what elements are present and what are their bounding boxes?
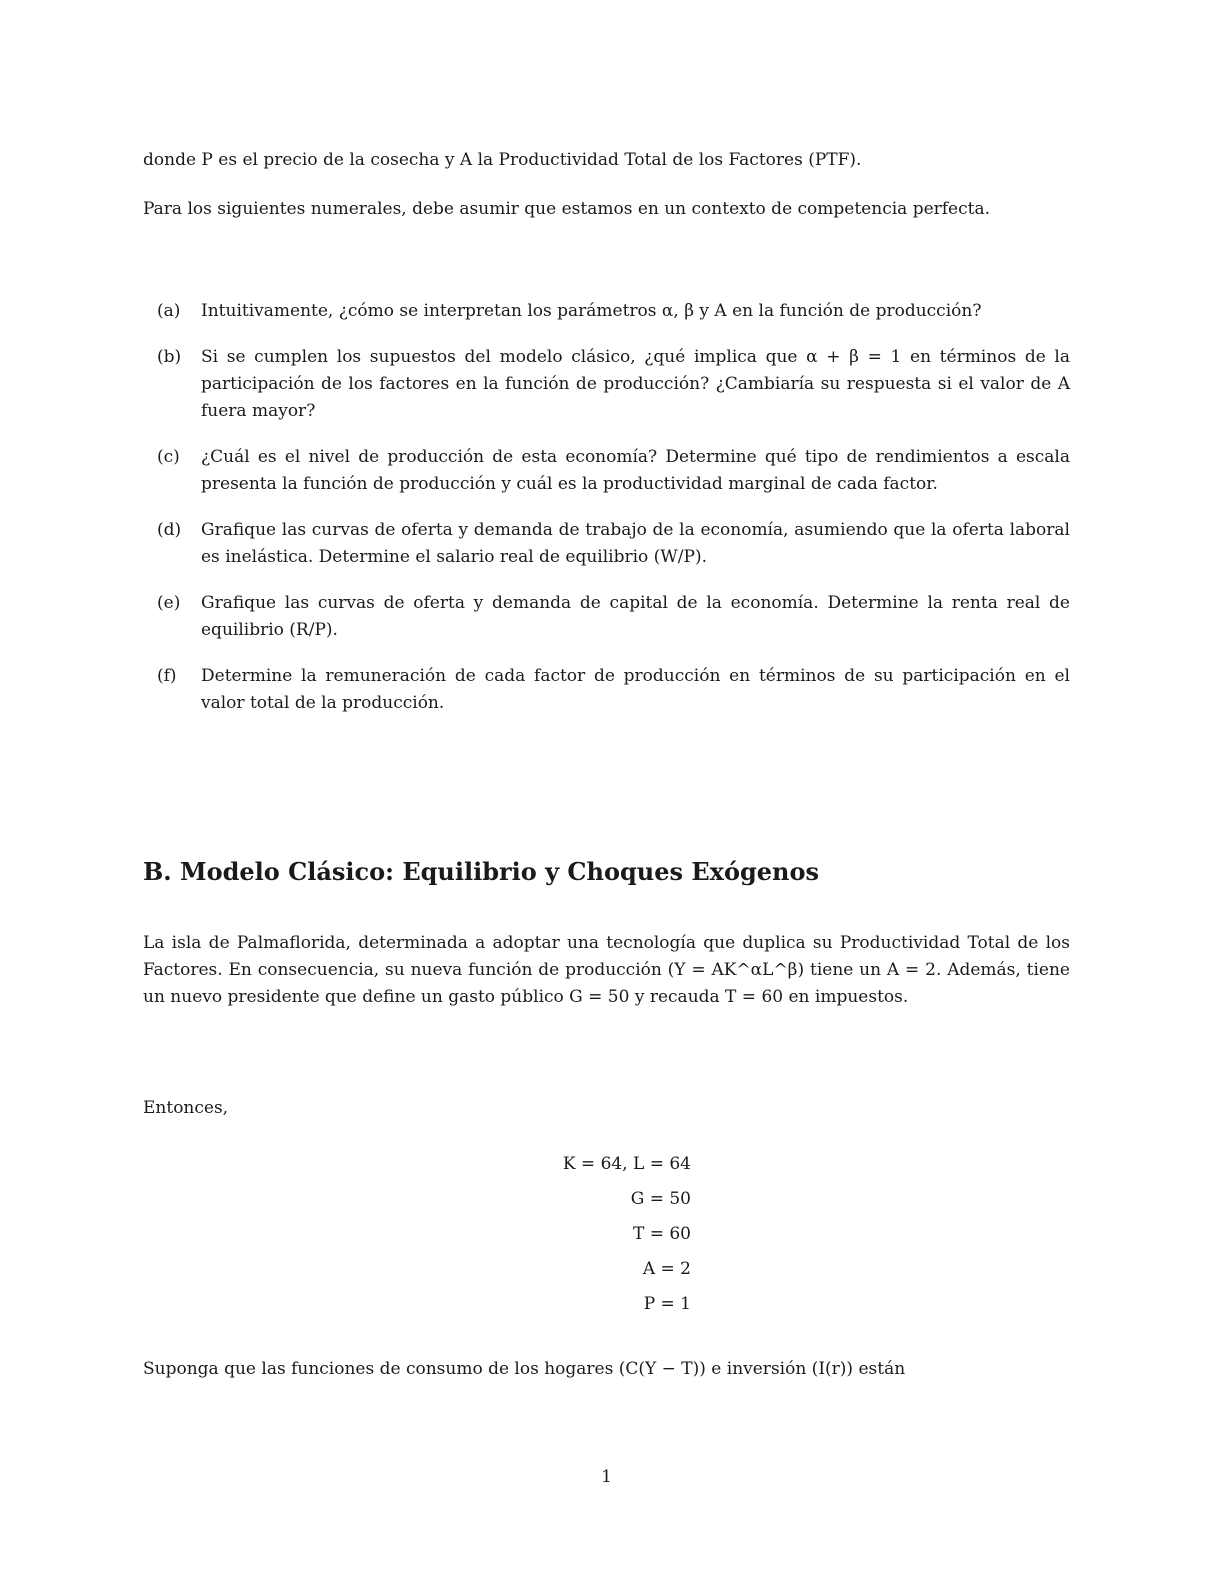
- question-text: Si se cumplen los supuestos del modelo clásico, ¿qué implica que α + β = 1 en términos de la participación de los factores en la función de producción? ¿Cambiaría su respuesta si el valor de A fuera mayor?: [201, 347, 1070, 421]
- equation-productivity: A = 2: [642, 1259, 691, 1279]
- equation-price: P = 1: [643, 1294, 691, 1314]
- question-item-d: [143, 517, 1070, 571]
- question-item-a: [143, 298, 1070, 325]
- question-text: Intuitivamente, ¿cómo se interpretan los parámetros α, β y A en la función de producción?: [201, 301, 982, 321]
- equation-taxes: T = 60: [632, 1224, 691, 1244]
- question-item-c: [143, 444, 1070, 498]
- equation-government: G = 50: [630, 1189, 691, 1209]
- bottom-paragraph: Suponga que las funciones de consumo de los hogares (C(Y − T)) e inversión (I(r)) están: [143, 1359, 906, 1379]
- section-paragraph: La isla de Palmaflorida, determinada a adoptar una tecnología que duplica su Productividad Total de los Factores. En consecuencia, su nueva función de producción (Y = AK^αL^β) tiene un A = 2. Además, tiene un nuevo presidente que define un gasto público G = 50 y recauda T = 60 en impuestos.: [143, 933, 1070, 1007]
- data-label: Entonces,: [143, 1098, 229, 1118]
- question-text: Grafique las curvas de oferta y demanda de trabajo de la economía, asumiendo que la oferta laboral es inelástica. Determine el salario real de equilibrio (W/P).: [201, 520, 1070, 567]
- question-item-f: [143, 663, 1070, 717]
- question-label: (a): [157, 301, 181, 321]
- question-text: ¿Cuál es el nivel de producción de esta economía? Determine qué tipo de rendimientos a escala presenta la función de producción y cuál es la productividad marginal de cada factor.: [201, 447, 1070, 494]
- document-page: [143, 0, 1070, 1584]
- question-item-b: [143, 344, 1070, 425]
- equation-capital-labor: K = 64, L = 64: [562, 1154, 691, 1174]
- section-title: B. Modelo Clásico: Equilibrio y Choques Exógenos: [143, 857, 819, 886]
- intro-paragraph: Para los siguientes numerales, debe asumir que estamos en un contexto de competencia perfecta.: [143, 199, 991, 219]
- question-label: (f): [157, 666, 177, 686]
- equation-block: [443, 1147, 743, 1322]
- question-text: Grafique las curvas de oferta y demanda de capital de la economía. Determine la renta real de equilibrio (R/P).: [201, 593, 1070, 640]
- question-item-e: [143, 590, 1070, 644]
- question-label: (c): [157, 447, 180, 467]
- question-list: [143, 298, 1070, 736]
- intro-line: donde P es el precio de la cosecha y A la Productividad Total de los Factores (PTF).: [143, 150, 862, 170]
- page-number: 1: [601, 1467, 612, 1487]
- question-text: Determine la remuneración de cada factor de producción en términos de su participación en el valor total de la producción.: [201, 666, 1070, 713]
- question-label: (d): [157, 520, 182, 540]
- question-label: (b): [157, 347, 182, 367]
- question-label: (e): [157, 593, 181, 613]
